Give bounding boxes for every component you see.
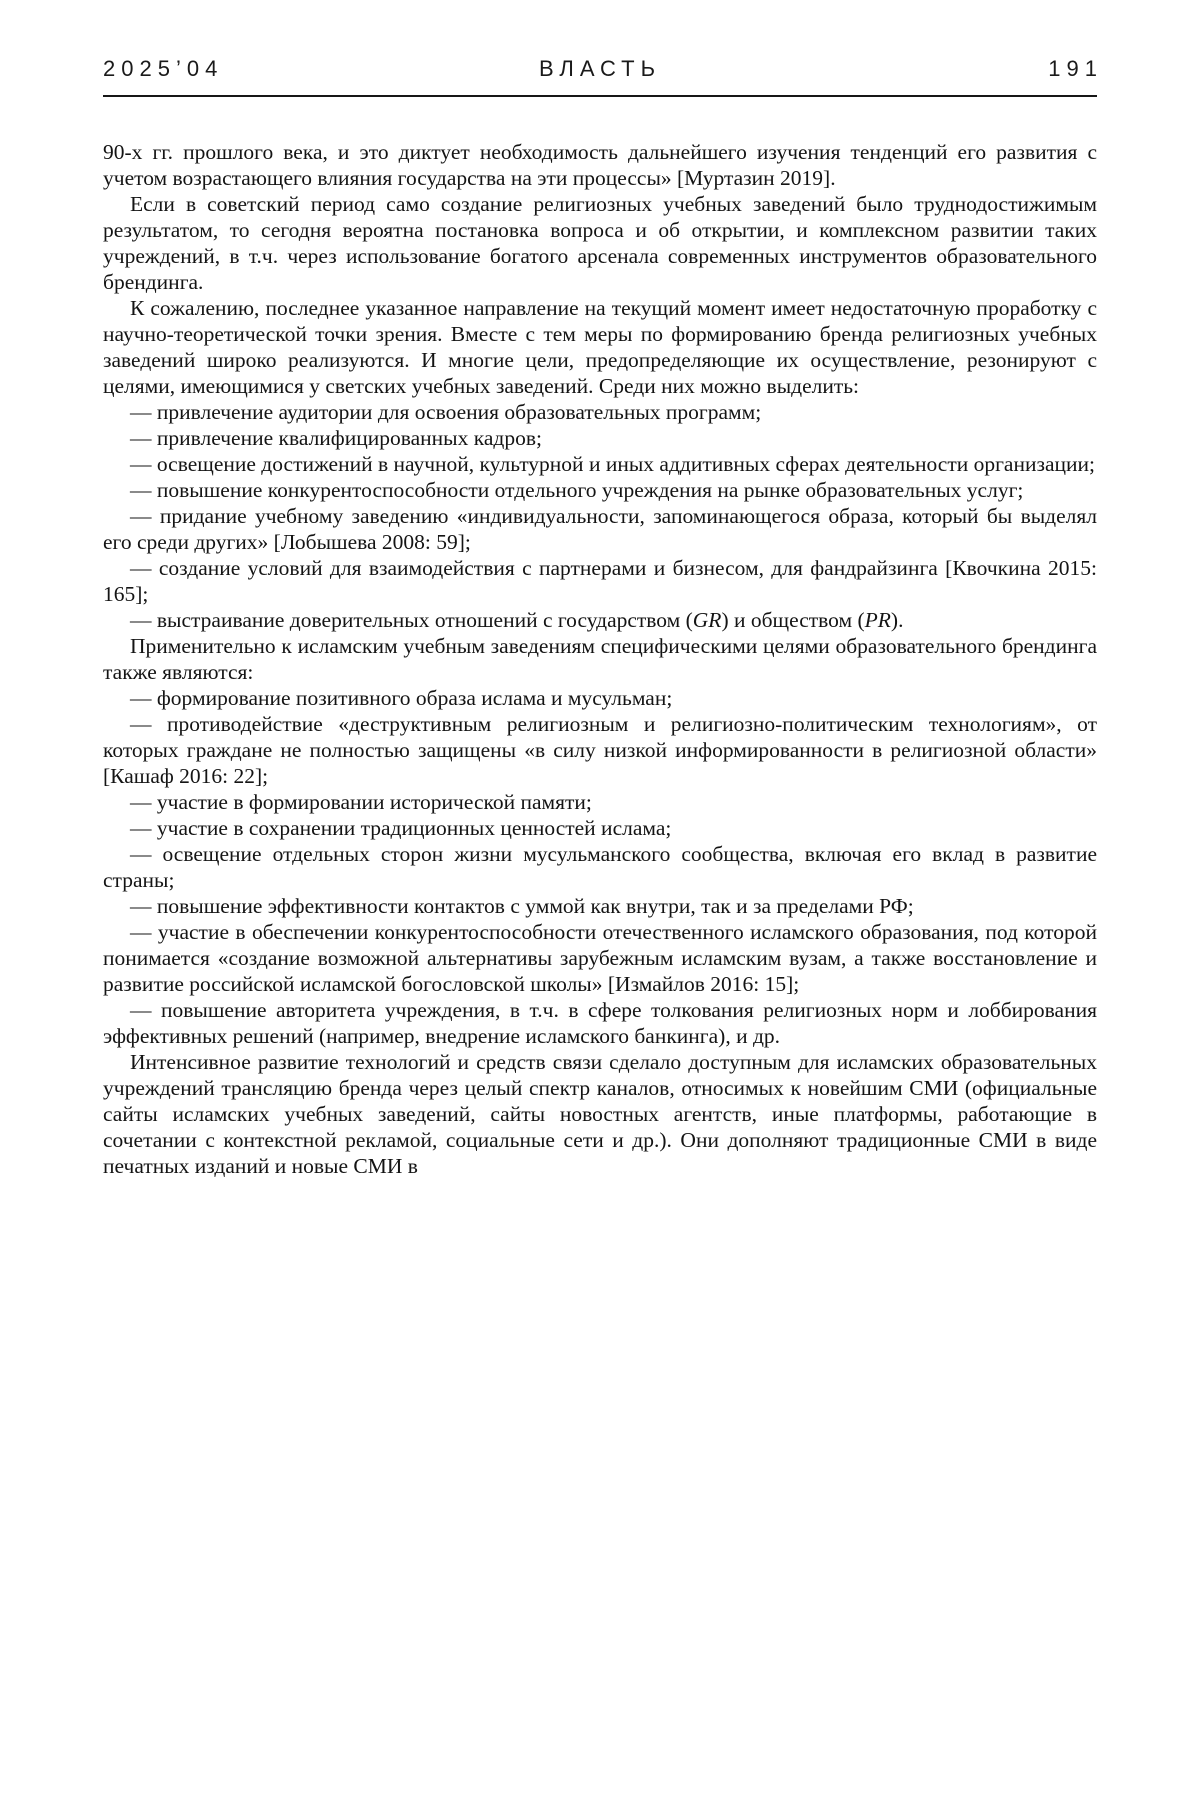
text-run: К сожалению, последнее указанное направление на текущий момент имеет недостаточную проработку с научно-теоретической точки зрения. Вместе с тем меры по формированию бренда религиозных учебных заведений широко реализуются. И многие цели, предопределяющие их осуществление, резонируют с целями, имеющимися у светских учебных заведений. Среди них можно выделить:	[103, 296, 1097, 398]
paragraph	[103, 1049, 1097, 1179]
list-item	[103, 711, 1097, 789]
text-run: — освещение отдельных сторон жизни мусульманского сообщества, включая его вклад в развитие страны;	[103, 842, 1097, 892]
page-header	[103, 56, 1103, 95]
text-run: — повышение авторитета учреждения, в т.ч. в сфере толкования религиозных норм и лоббирования эффективных решений (например, внедрение исламского банкинга), и др.	[103, 998, 1097, 1048]
list-item	[103, 841, 1097, 893]
text-run: — привлечение квалифицированных кадров;	[130, 426, 542, 450]
paragraph-continuation	[103, 139, 1097, 191]
paragraph	[103, 295, 1097, 399]
text-run: — участие в сохранении традиционных ценностей ислама;	[130, 816, 672, 840]
list-item	[103, 815, 1097, 841]
italic-text-run: GR	[692, 608, 722, 632]
paragraph	[103, 191, 1097, 295]
text-run: Интенсивное развитие технологий и средств связи сделало доступным для исламских образовательных учреждений трансляцию бренда через целый спектр каналов, относимых к новейшим СМИ (официальные сайты исламских учебных заведений, сайты новостных агентств, иные платформы, работающие в сочетании с контекстной рекламой, социальные сети и др.). Они дополняют традиционные СМИ в виде печатных изданий и новые СМИ в	[103, 1050, 1097, 1178]
issue-label: 2025’04	[103, 56, 224, 81]
list-item	[103, 503, 1097, 555]
text-run: — участие в обеспечении конкурентоспособности отечественного исламского образования, под которой понимается «создание возможной альтернативы зарубежным исламским вузам, а также восстановление и развитие российской исламской богословской школы» [Измайлов 2016: 15];	[103, 920, 1097, 996]
list-item	[103, 555, 1097, 607]
text-run: Если в советский период само создание религиозных учебных заведений было труднодостижимым результатом, то сегодня вероятна постановка вопроса и об открытии, и комплексном развитии таких учреждений, в т.ч. через использование богатого арсенала современных инструментов образовательного брендинга.	[103, 192, 1097, 294]
list-item	[103, 789, 1097, 815]
text-run: — придание учебному заведению «индивидуальности, запоминающегося образа, который бы выделял его среди других» [Лобышева 2008: 59];	[103, 504, 1097, 554]
text-run: — создание условий для взаимодействия с партнерами и бизнесом, для фандрайзинга [Квочкина 2015: 165];	[103, 556, 1097, 606]
list-item	[103, 451, 1097, 477]
italic-text-run: PR	[864, 608, 891, 632]
text-run: — освещение достижений в научной, культурной и иных аддитивных сферах деятельности организации;	[130, 452, 1096, 476]
text-run: Применительно к исламским учебным заведениям специфическими целями образовательного брендинга также являются:	[103, 634, 1097, 684]
paragraph	[103, 633, 1097, 685]
list-item	[103, 425, 1097, 451]
list-item	[103, 893, 1097, 919]
text-run: ) и обществом (	[721, 608, 865, 632]
list-item	[103, 685, 1097, 711]
text-run: — формирование позитивного образа ислама и мусульман;	[130, 686, 673, 710]
header-rule	[103, 95, 1097, 97]
text-run: — выстраивание доверительных отношений с государством (	[130, 608, 693, 632]
article-body	[103, 139, 1097, 1179]
list-item	[103, 919, 1097, 997]
text-run: ).	[890, 608, 904, 632]
text-run: — повышение конкурентоспособности отдельного учреждения на рынке образовательных услуг;	[130, 478, 1024, 502]
text-run: — противодействие «деструктивным религиозным и религиозно-политическим технологиям», от которых граждане не полностью защищены «в силу низкой информированности в религиозной области» [Кашаф 2016: 22];	[103, 712, 1097, 788]
text-run: 90-х гг. прошлого века, и это диктует необходимость дальнейшего изучения тенденций его развития с учетом возрастающего влияния государства на эти процессы» [Муртазин 2019].	[103, 140, 1097, 190]
page-number: 191	[1048, 56, 1103, 81]
list-item	[103, 399, 1097, 425]
journal-title: ВЛАСТЬ	[538, 56, 662, 81]
list-item	[103, 607, 1097, 633]
text-run: — повышение эффективности контактов с уммой как внутри, так и за пределами РФ;	[130, 894, 914, 918]
list-item	[103, 997, 1097, 1049]
text-run: — привлечение аудитории для освоения образовательных программ;	[130, 400, 762, 424]
list-item	[103, 477, 1097, 503]
text-run: — участие в формировании исторической памяти;	[130, 790, 592, 814]
